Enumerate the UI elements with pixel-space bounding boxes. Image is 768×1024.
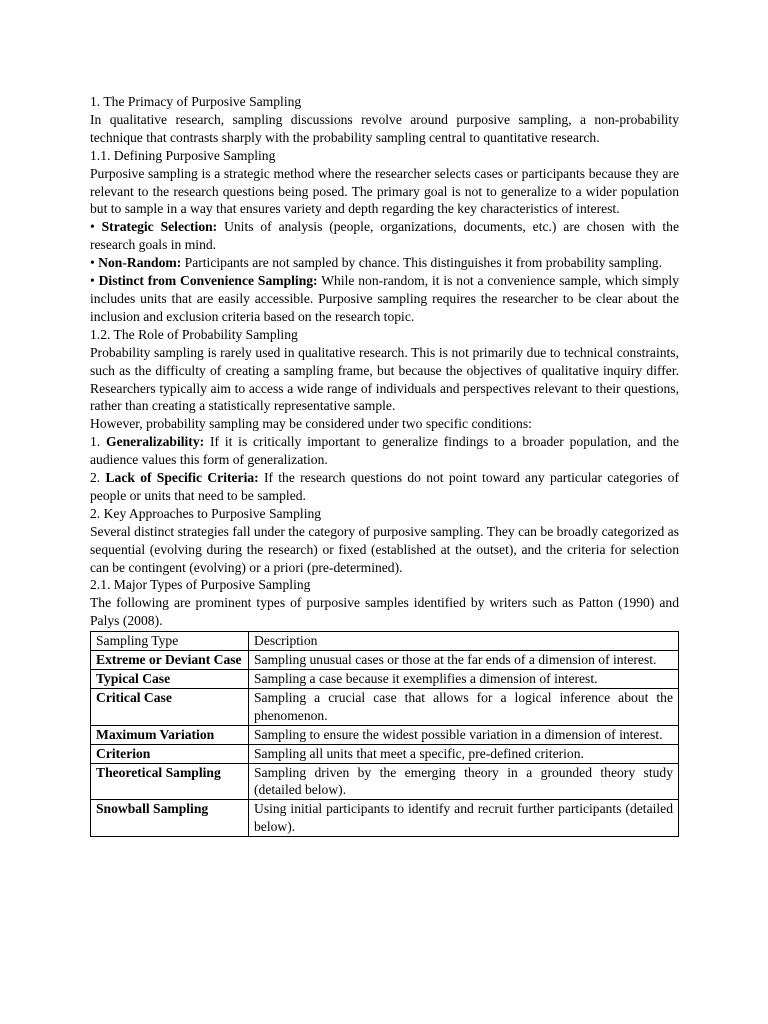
bullet-label: Non-Random:	[98, 255, 182, 271]
table-cell-type: Critical Case	[91, 688, 249, 725]
section-2-1-paragraph: The following are prominent types of purposive samples identified by writers such as Patton (1990) and Palys (2008).	[90, 595, 679, 629]
table-cell-description: Sampling unusual cases or those at the far ends of a dimension of interest.	[249, 651, 679, 670]
section-1-2-paragraph: Probability sampling is rarely used in qualitative research. This is not primarily due to technical constraints, such as the difficulty of creating a sampling frame, but because the objectives of qualitative inquiry differ. Researchers typically aim to access a wide range of individuals and perspectives relevant to their questions, rather than creating a statistically representative sample.	[90, 344, 679, 414]
bullet-label: Distinct from Convenience Sampling:	[98, 273, 318, 289]
condition-marker: 2.	[90, 470, 106, 486]
bullet-text: Participants are not sampled by chance. This distinguishes it from probability sampling.	[181, 255, 662, 271]
table-cell-description: Sampling to ensure the widest possible variation in a dimension of interest.	[249, 725, 679, 744]
table-header-row	[91, 632, 679, 651]
section-1-1-paragraph: Purposive sampling is a strategic method where the researcher selects cases or participants because they are relevant to the research questions being posed. The primary goal is not to generalize to a wider population but to sample in a way that ensures variety and depth regarding the key characteristics of interest.	[90, 165, 679, 217]
table-cell-description: Sampling driven by the emerging theory in a grounded theory study (detailed below).	[249, 763, 679, 800]
bullet-text: Units of analysis (people, organizations, documents, etc.) are chosen with the research goals in mind.	[90, 219, 679, 253]
bullet-distinct-from-convenience	[90, 272, 679, 326]
table-cell-type: Criterion	[91, 744, 249, 763]
table-row	[91, 651, 679, 670]
bullet-text: While non-random, it is not a convenience sample, which simply includes units that are easily accessible. Purposive sampling requires the researcher to be clear about the inclusion and exclusion criteria based on the research topic.	[90, 273, 679, 324]
bullet-marker: •	[90, 219, 102, 235]
condition-label: Lack of Specific Criteria:	[105, 470, 259, 486]
condition-text: If it is critically important to generalize findings to a broader population, and the audience values this form of generalization.	[90, 434, 679, 468]
bullet-marker: •	[90, 273, 99, 289]
conditions-intro: However, probability sampling may be considered under two specific conditions:	[90, 416, 532, 432]
bullet-label: Strategic Selection:	[101, 219, 218, 235]
table-header-cell: Description	[249, 632, 679, 651]
condition-label: Generalizability:	[106, 434, 205, 450]
section-2-heading: 2. Key Approaches to Purposive Sampling	[90, 505, 322, 521]
table-row	[91, 800, 679, 837]
table-cell-type: Snowball Sampling	[91, 800, 249, 837]
section-2-paragraph: Several distinct strategies fall under the category of purposive sampling. They can be broadly categorized as sequential (evolving during the research) or fixed (established at the outset), and the criteria for selection can be contingent (evolving) or a priori (pre-determined).	[90, 523, 679, 575]
table-cell-type: Typical Case	[91, 670, 249, 689]
table-cell-description: Sampling a case because it exemplifies a dimension of interest.	[249, 670, 679, 689]
section-1-1-heading: 1.1. Defining Purposive Sampling	[90, 147, 276, 163]
table-cell-type: Theoretical Sampling	[91, 763, 249, 800]
table-row	[91, 688, 679, 725]
condition-text: If the research questions do not point toward any particular categories of people or units that need to be sampled.	[90, 470, 679, 503]
table-cell-type: Extreme or Deviant Case	[91, 651, 249, 670]
sampling-types-table	[90, 631, 679, 837]
table-cell-type: Maximum Variation	[91, 725, 249, 744]
section-2-1-heading: 2.1. Major Types of Purposive Sampling	[90, 577, 311, 593]
table-cell-description: Sampling a crucial case that allows for a logical inference about the phenomenon.	[249, 688, 679, 725]
condition-lack-of-criteria	[90, 469, 679, 505]
section-1-2-heading: 1.2. The Role of Probability Sampling	[90, 326, 298, 342]
table-row	[91, 725, 679, 744]
condition-marker: 1.	[90, 434, 106, 450]
table-row	[91, 670, 679, 689]
bullet-non-random	[90, 254, 679, 272]
table-cell-description: Using initial participants to identify and recruit further participants (detailed below).	[249, 800, 679, 837]
section-1-heading: 1. The Primacy of Purposive Sampling	[90, 94, 302, 109]
document-page	[90, 93, 679, 837]
table-row	[91, 763, 679, 800]
bullet-marker: •	[90, 255, 99, 271]
table-cell-description: Sampling all units that meet a specific, pre-defined criterion.	[249, 744, 679, 763]
table-row	[91, 744, 679, 763]
section-1-paragraph: In qualitative research, sampling discussions revolve around purposive sampling, a non-probability technique that contrasts sharply with the probability sampling central to quantitative research.	[90, 111, 679, 145]
table-header-cell: Sampling Type	[91, 632, 249, 651]
bullet-strategic-selection	[90, 218, 679, 254]
condition-generalizability	[90, 433, 679, 469]
